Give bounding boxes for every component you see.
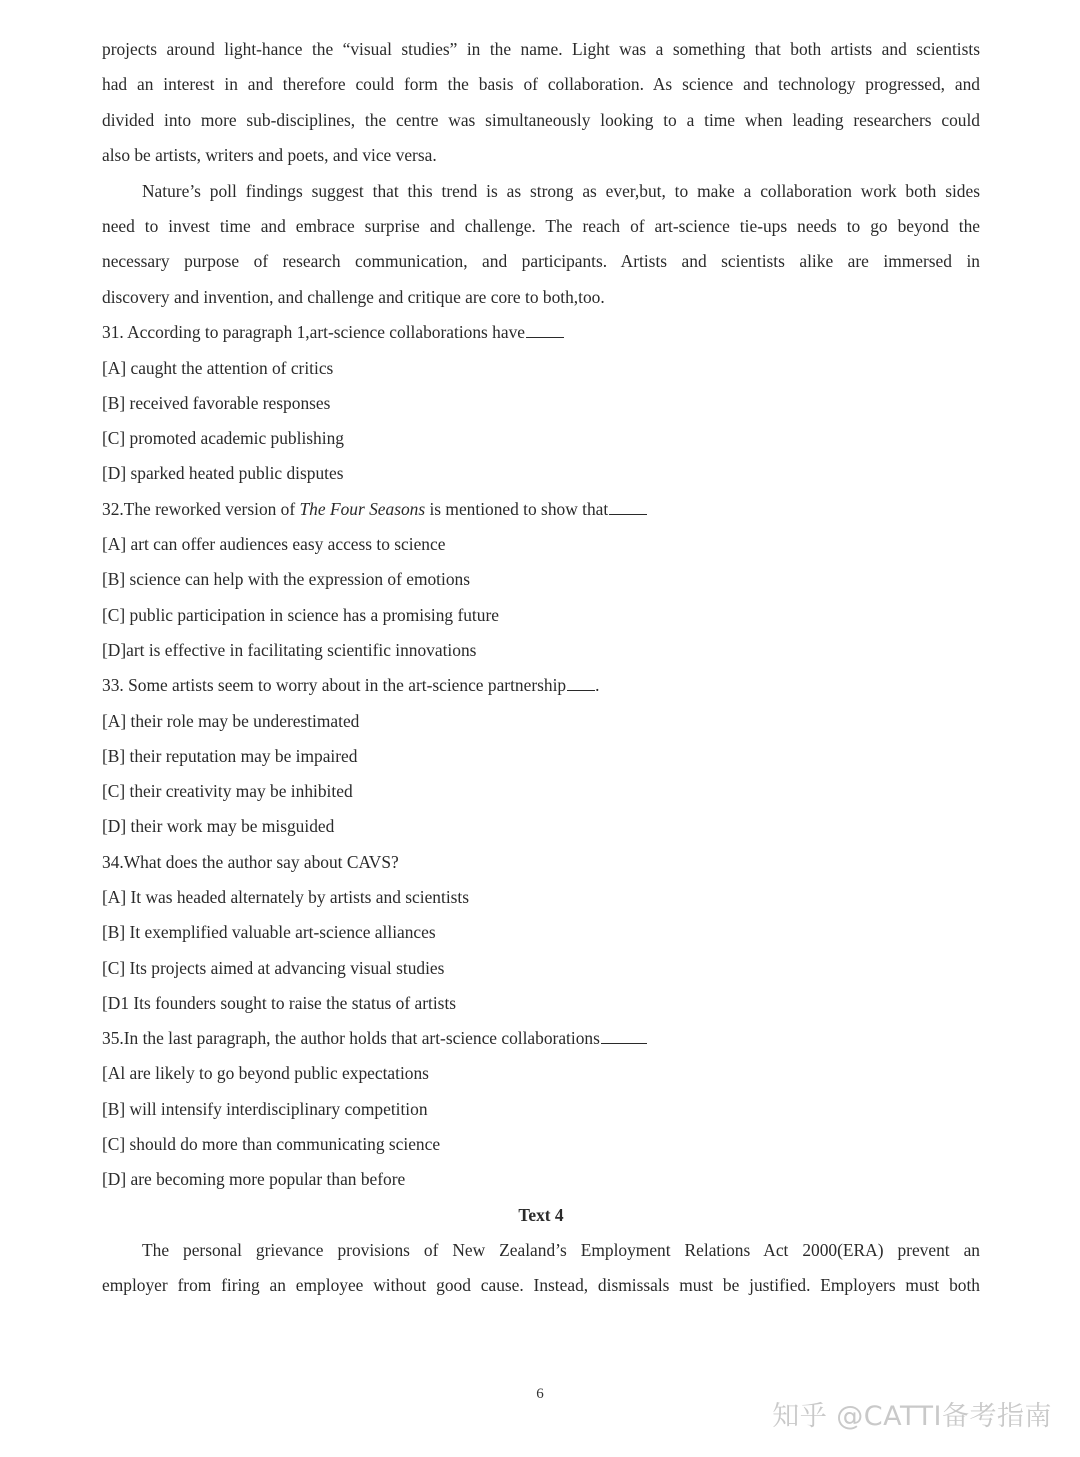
question-stem-text: 31. According to paragraph 1,art-science collaborations have	[102, 322, 526, 343]
option: [Al are likely to go beyond public expectations	[102, 1063, 429, 1084]
option: [C] should do more than communicating science	[102, 1134, 441, 1155]
question-35	[102, 1021, 980, 1197]
exam-page	[102, 32, 980, 1304]
answer-blank	[567, 673, 595, 691]
option: [A] their role may be underestimated	[102, 710, 360, 731]
question-stem-text: 33. Some artists seem to worry about in the art-science partnership	[102, 675, 567, 696]
option: [D] their work may be misguided	[102, 816, 335, 837]
option: [C] Its projects aimed at advancing visual studies	[102, 957, 445, 978]
question-stem	[102, 492, 980, 527]
answer-blank	[526, 320, 564, 338]
passage-paragraph-2	[102, 174, 980, 316]
option: [D]art is effective in facilitating scientific innovations	[102, 639, 477, 660]
work-title: The Four Seasons	[299, 498, 426, 519]
question-stem-text: 32.The reworked version of	[102, 498, 300, 519]
question-stem	[102, 1021, 980, 1056]
text-line: projects around light-hance the “visual studies” in the name. Light was a something that both artists and scientists	[102, 39, 980, 59]
section-title-text-4: Text 4	[518, 1204, 564, 1225]
text-line: employer from firing an employee without good cause. Instead, dismissals must be justified. Employers must both	[102, 1275, 980, 1296]
question-stem-text: 35.In the last paragraph, the author holds that art-science collaborations	[102, 1028, 600, 1049]
watermark: 知乎 @CATTI备考指南	[772, 1401, 1052, 1432]
text-line: need to invest time and embrace surprise and challenge. The reach of art-science tie-ups needs to go beyond the	[102, 216, 980, 237]
option: [C] their creativity may be inhibited	[102, 781, 353, 802]
option: [A] caught the attention of critics	[102, 357, 334, 378]
answer-blank	[609, 496, 647, 514]
option: [D1 Its founders sought to raise the status of artists	[102, 992, 457, 1013]
option: [B] will intensify interdisciplinary competition	[102, 1098, 428, 1119]
question-32	[102, 492, 980, 668]
option: [B] their reputation may be impaired	[102, 745, 358, 766]
option: [C] public participation in science has a promising future	[102, 604, 499, 625]
text-line: had an interest in and therefore could form the basis of collaboration. As science and technology progressed, and	[102, 74, 980, 95]
option: [B] It exemplified valuable art-science alliances	[102, 922, 436, 943]
question-stem	[102, 668, 980, 703]
text-line: Nature’s poll findings suggest that this trend is as strong as ever,but, to make a collaboration work both sides	[142, 180, 980, 201]
option: [A] It was headed alternately by artists and scientists	[102, 887, 470, 907]
page-number: 6	[536, 1386, 544, 1402]
option: [C] promoted academic publishing	[102, 428, 344, 449]
text-line: also be artists, writers and poets, and vice versa.	[102, 145, 437, 166]
option: [A] art can offer audiences easy access to science	[102, 534, 446, 555]
text-line: necessary purpose of research communication, and participants. Artists and scientists alike are immersed in	[102, 251, 980, 272]
text-line: divided into more sub-disciplines, the centre was simultaneously looking to a time when leading researchers could	[102, 109, 980, 130]
question-stem-text: is mentioned to show that	[425, 498, 609, 519]
question-34	[102, 845, 980, 1021]
option: [B] science can help with the expression of emotions	[102, 569, 470, 590]
text-line: discovery and invention, and challenge and critique are core to both,too.	[102, 286, 605, 307]
question-stem: 34.What does the author say about CAVS?	[102, 851, 399, 872]
text4-paragraph	[102, 1233, 980, 1304]
question-stem	[102, 315, 980, 350]
passage-paragraph-1	[102, 32, 980, 174]
option: [D] sparked heated public disputes	[102, 463, 344, 484]
question-stem-text: .	[595, 675, 600, 696]
option: [B] received favorable responses	[102, 392, 331, 413]
question-33	[102, 668, 980, 844]
question-31	[102, 315, 980, 491]
text-line: The personal grievance provisions of New Zealand’s Employment Relations Act 2000(ERA) prevent an	[142, 1239, 980, 1260]
answer-blank	[601, 1026, 647, 1044]
option: [D] are becoming more popular than before	[102, 1169, 406, 1190]
